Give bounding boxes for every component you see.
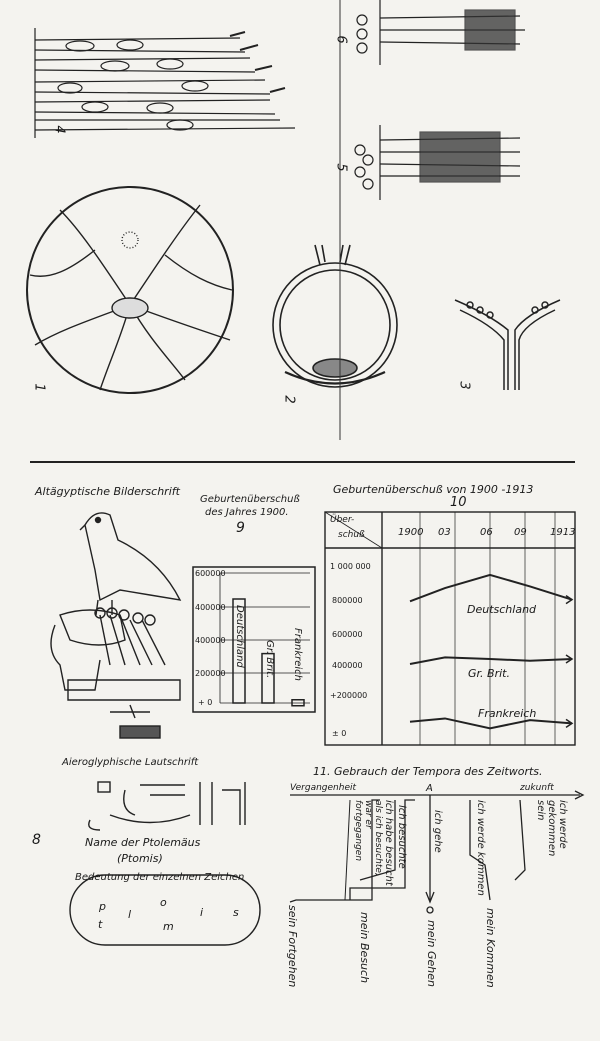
fig3-fovea-drawing bbox=[455, 300, 560, 390]
chart10-series-label: Gr. Brit. bbox=[468, 667, 510, 680]
cartouche-letter: l bbox=[128, 908, 132, 921]
chart9-ytick: 400000 bbox=[195, 603, 226, 612]
egypt-title: Altägyptische Bilderschrift bbox=[35, 485, 180, 498]
tempora-outcome: mein Gehen bbox=[425, 920, 438, 988]
tempora-outcome: mein Besuch bbox=[358, 912, 371, 984]
chart10-ytick: +200000 bbox=[330, 691, 368, 700]
chart10-xtick: 1913 bbox=[550, 527, 576, 538]
cartouche-letter: m bbox=[163, 920, 174, 933]
chart9-ytick: 200000 bbox=[195, 669, 226, 678]
chart10-ytick: 400000 bbox=[332, 661, 363, 670]
name-subtitle: (Ptomis) bbox=[117, 852, 163, 865]
chart10-series-label: Deutschland bbox=[467, 603, 537, 616]
fig3-number: 3 bbox=[456, 381, 472, 390]
chart9-bar-label: Gr. Brit. bbox=[264, 640, 275, 679]
chart10-series-line bbox=[410, 657, 572, 664]
fig5-number: 5 bbox=[333, 163, 349, 172]
chart10-title: Geburtenüberschuß von 1900 -1913 bbox=[333, 483, 534, 496]
chart10-ytick: 800000 bbox=[332, 596, 363, 605]
chart10-series-line bbox=[410, 575, 572, 601]
chart9-bar-label: Deutschland bbox=[234, 605, 245, 668]
tempora-phrase: ich werde kommen bbox=[475, 800, 486, 896]
chart10-xtick: 03 bbox=[438, 527, 451, 538]
fig5-6-cones-drawing bbox=[355, 0, 525, 200]
chart9-bar-label: Frankreich bbox=[292, 628, 303, 681]
chart9-ytick: + 0 bbox=[198, 698, 213, 707]
meaning-title: Bedeutung der einzelnen Zeichen bbox=[75, 872, 245, 883]
tempora-phrase: ich gehe bbox=[432, 810, 443, 853]
egyptian-bird-drawing bbox=[51, 513, 180, 738]
tempora-outcome: mein Kommen bbox=[484, 908, 497, 988]
fig4-cells-drawing bbox=[35, 28, 295, 138]
chart10-xtick: 06 bbox=[480, 527, 493, 538]
cartouche-letter: i bbox=[200, 906, 204, 919]
cartouche-letter: p bbox=[99, 900, 106, 913]
chart10-number: 10 bbox=[450, 495, 467, 510]
tempora-past-label: Vergangenheit bbox=[290, 783, 357, 793]
chart10-corner-bottom: schuß bbox=[338, 530, 365, 540]
fig1-number: 1 bbox=[31, 383, 47, 392]
chart9-ytick: 600000 bbox=[195, 569, 226, 578]
fig6-number: 6 bbox=[333, 35, 349, 44]
tempora-outcome: sein Fortgehen bbox=[286, 905, 299, 988]
name-title: Name der Ptolemäus bbox=[85, 836, 201, 849]
tempora-phrase: ich besuchte bbox=[396, 805, 407, 869]
chart10-series-label: Frankreich bbox=[478, 707, 537, 720]
chart9-title-line2: des Jahres 1900. bbox=[205, 507, 289, 518]
fig8-number: 8 bbox=[32, 832, 41, 848]
chart10-xtick: 09 bbox=[514, 527, 527, 538]
tempora-phrase: ich habe besucht bbox=[383, 800, 394, 886]
fig1-fundus-drawing bbox=[27, 187, 233, 393]
tempora-future-label: zukunft bbox=[520, 783, 554, 793]
tempora-title: 11. Gebrauch der Tempora des Zeitworts. bbox=[313, 765, 543, 778]
chart10-frame bbox=[325, 512, 575, 745]
cartouche-letter: t bbox=[98, 918, 103, 931]
chart10-ytick: 1 000 000 bbox=[330, 562, 371, 571]
fig2-eyeball-drawing bbox=[273, 245, 397, 387]
tempora-phrase: ich werde gekommen sein bbox=[535, 800, 568, 857]
chart9-title-line1: Geburtenüberschuß bbox=[200, 494, 300, 505]
chart10-corner-top: Über- bbox=[330, 515, 355, 525]
chart10-xtick: 1900 bbox=[398, 527, 424, 538]
chart10-ytick: ± 0 bbox=[332, 729, 347, 738]
fig4-number: 4 bbox=[51, 125, 67, 134]
chart9-number: 9 bbox=[236, 520, 245, 536]
chart9-ytick: 400000 bbox=[195, 636, 226, 645]
cartouche-letter: s bbox=[233, 906, 239, 919]
fig2-number: 2 bbox=[281, 395, 297, 404]
tempora-phrase: als ich besuchte, war er fortgegangen bbox=[353, 800, 383, 876]
hieroglyph-title: Aieroglyphische Lautschrift bbox=[62, 757, 199, 768]
cartouche-letter: o bbox=[160, 896, 167, 909]
chart10-lines bbox=[410, 575, 572, 728]
tempora-point-a: A bbox=[426, 783, 433, 794]
chart10-ytick: 600000 bbox=[332, 630, 363, 639]
